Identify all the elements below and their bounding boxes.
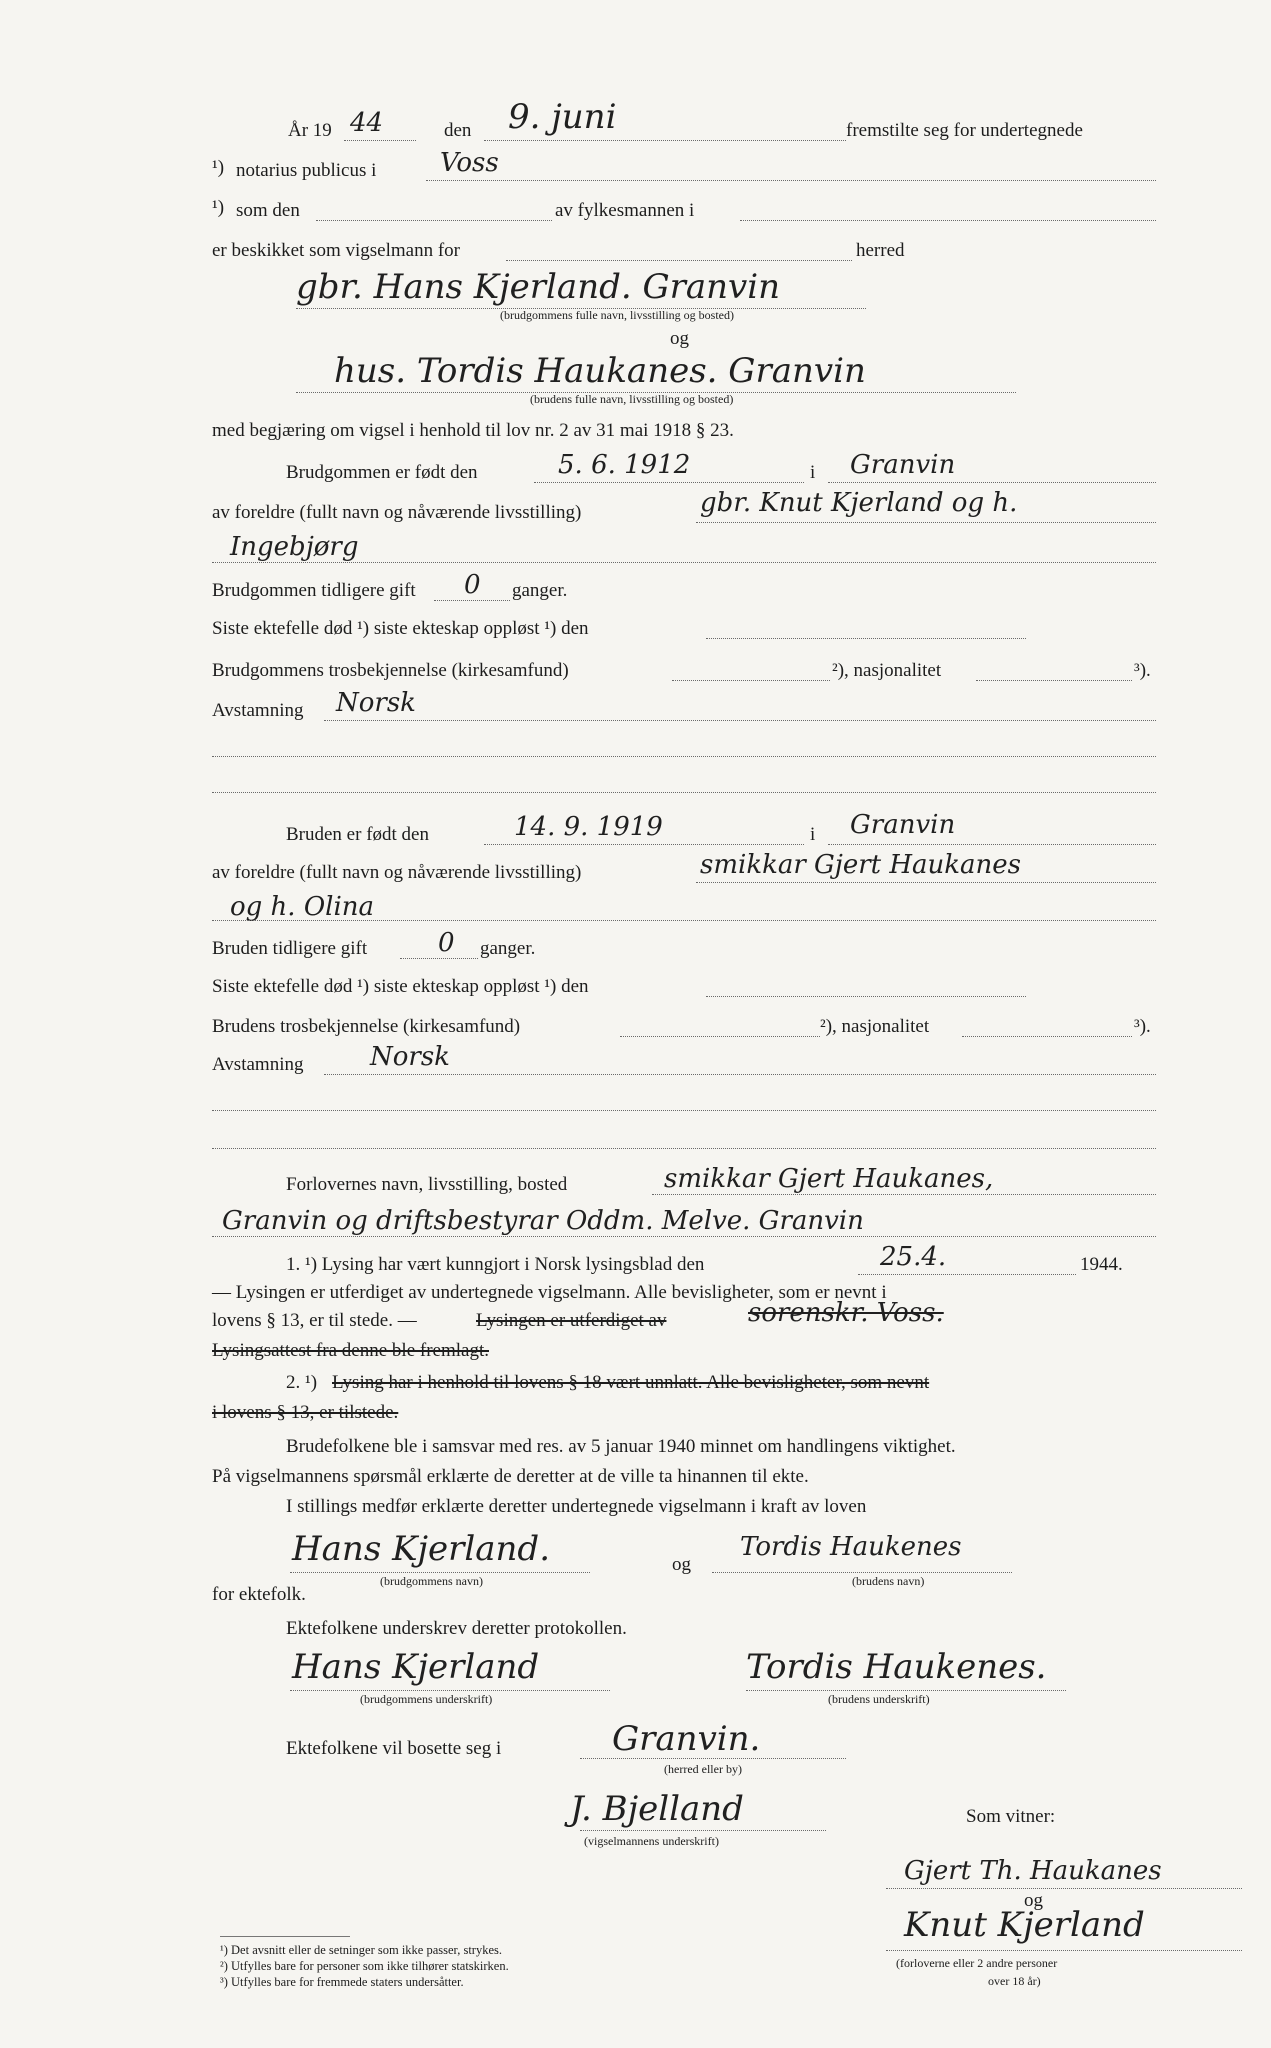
handwritten-bride-born-place: Granvin — [850, 810, 956, 840]
som-den-label: som den — [236, 200, 300, 221]
bride-faith-end: ³). — [1134, 1016, 1151, 1037]
dotted-line — [212, 920, 1156, 921]
groom-caption: (brudgommens fulle navn, livsstilling og bosted) — [500, 308, 734, 322]
banns-line-1: 1. ¹) Lysing har vært kunngjort i Norsk lysingsblad den — [286, 1254, 705, 1275]
dotted-line — [828, 844, 1156, 845]
dotted-line — [484, 140, 846, 141]
og-label: og — [672, 1554, 691, 1575]
groom-born-label: Brudgommen er født den — [286, 462, 478, 483]
banns-line-4-struck: Lysingsattest fra denne ble fremlagt. — [212, 1340, 489, 1361]
groom-spouse-line: Siste ektefelle død ¹) siste ekteskap oppløst ¹) den — [212, 618, 589, 639]
handwritten-witness-signature-2: Knut Kjerland — [904, 1905, 1145, 1945]
handwritten-groom-full: gbr. Hans Kjerland. Granvin — [296, 267, 781, 307]
banns-year: 1944. — [1080, 1254, 1123, 1275]
dotted-line — [506, 260, 852, 261]
handwritten-bride-name: Tordis Haukenes — [740, 1532, 962, 1562]
og-label: og — [670, 328, 689, 349]
groom-born-i: i — [810, 462, 816, 483]
bride-born-i: i — [810, 824, 816, 845]
dotted-line — [324, 720, 1156, 721]
dotted-line — [426, 180, 1156, 181]
handwritten-bride-parents-2: og h. Olina — [230, 892, 375, 922]
handwritten-bride-parents-1: smikkar Gjert Haukanes — [700, 850, 1022, 880]
dotted-line — [620, 1036, 820, 1037]
dotted-line — [484, 844, 804, 845]
banns-line-5a: 2. ¹) — [286, 1372, 318, 1393]
groom-ganger: ganger. — [512, 580, 568, 601]
handwritten-bride-born-date: 14. 9. 1919 — [514, 812, 663, 842]
bride-faith-label: Brudens trosbekjennelse (kirkesamfund) — [212, 1016, 521, 1037]
dotted-line — [212, 562, 1156, 563]
witness-caption-2: over 18 år) — [988, 1974, 1041, 1988]
bride-origin-label: Avstamning — [212, 1054, 304, 1075]
handwritten-year: 44 — [350, 108, 384, 138]
dotted-line — [886, 1888, 1242, 1889]
dotted-line — [672, 680, 830, 681]
handwritten-groom-signature: Hans Kjerland — [292, 1647, 540, 1687]
handwritten-witnesses-1: smikkar Gjert Haukanes, — [664, 1164, 994, 1194]
handwritten-witnesses-2: Granvin og driftsbestyrar Oddm. Melve. Granvin — [222, 1206, 864, 1236]
groom-origin-label: Avstamning — [212, 700, 304, 721]
handwritten-bride-origin: Norsk — [370, 1042, 450, 1072]
dotted-line — [746, 1690, 1066, 1691]
banns-line-9: I stillings medfør erklærte deretter undertegnede vigselmann i kraft av loven — [286, 1496, 867, 1517]
dotted-line — [962, 1036, 1132, 1037]
bride-parents-label: av foreldre (fullt navn og nåværende livsstilling) — [212, 862, 582, 883]
bride-prev-label: Bruden tidligere gift — [212, 938, 368, 959]
footnote-1: ¹) Det avsnitt eller de setninger som ikke passer, strykes. — [220, 1943, 502, 1957]
bride-faith-mark: ²), nasjonalitet — [820, 1016, 930, 1037]
dotted-line — [212, 756, 1156, 757]
bride-caption: (brudens fulle navn, livsstilling og bosted) — [530, 392, 734, 406]
notary-label: notarius publicus i — [236, 160, 377, 181]
dotted-line — [324, 1074, 1156, 1075]
dotted-line — [400, 958, 478, 959]
dotted-line — [652, 1194, 1156, 1195]
den-label: den — [444, 120, 472, 141]
dotted-line — [290, 1572, 590, 1573]
dotted-line — [580, 1830, 826, 1831]
dotted-line — [534, 482, 804, 483]
dotted-line — [886, 1950, 1242, 1951]
bride-born-label: Bruden er født den — [286, 824, 429, 845]
groom-faith-end: ³). — [1134, 660, 1151, 681]
dotted-line — [740, 220, 1156, 221]
dotted-line — [696, 882, 1156, 883]
law-text: med begjæring om vigsel i henhold til lov nr. 2 av 31 mai 1918 § 23. — [212, 420, 734, 441]
witnesses-label: Forlovernes navn, livsstilling, bosted — [286, 1174, 568, 1195]
handwritten-banns-issuer: sorenskr. Voss. — [748, 1298, 944, 1328]
handwritten-settle-place: Granvin. — [612, 1719, 761, 1759]
handwritten-bride-signature: Tordis Haukenes. — [746, 1647, 1047, 1687]
banns-line-6-struck: i lovens § 13, er tilstede. — [212, 1402, 399, 1423]
dotted-line — [434, 600, 510, 601]
dotted-line — [976, 680, 1132, 681]
banns-line-3a: lovens § 13, er til stede. — — [212, 1310, 417, 1331]
handwritten-groom-born-date: 5. 6. 1912 — [558, 450, 691, 480]
header-tail: fremstilte seg for undertegnede — [846, 120, 1083, 141]
footnote-3: ³) Utfylles bare for fremmede staters undersåtter. — [220, 1975, 464, 1989]
beskikket-label: er beskikket som vigselmann for — [212, 240, 461, 261]
handwritten-officiant-signature: J. Bjelland — [570, 1789, 744, 1829]
dotted-line — [212, 792, 1156, 793]
groom-prev-label: Brudgommen tidligere gift — [212, 580, 416, 601]
herred-label: herred — [856, 240, 905, 261]
footnote-2: ²) Utfylles bare for personer som ikke tilhører statskirken. — [220, 1959, 509, 1973]
footnote-mark: ¹) — [212, 157, 225, 178]
dotted-line — [212, 1236, 1156, 1237]
bride-name-caption: (brudens navn) — [852, 1574, 925, 1588]
footnote-mark: ¹) — [212, 197, 225, 218]
handwritten-notary-place: Voss — [440, 148, 499, 178]
fylkesmann-label: av fylkesmannen i — [555, 200, 695, 221]
banns-line-7: Brudefolkene ble i samsvar med res. av 5 januar 1940 minnet om handlingens viktighet. — [286, 1436, 956, 1457]
dotted-line — [290, 1690, 610, 1691]
handwritten-witness-signature-1: Gjert Th. Haukanes — [904, 1856, 1162, 1886]
handwritten-bride-prev: 0 — [438, 928, 455, 958]
groom-sig-caption: (brudgommens underskrift) — [360, 1692, 493, 1706]
handwritten-groom-born-place: Granvin — [850, 450, 956, 480]
handwritten-groom-prev: 0 — [464, 570, 481, 600]
handwritten-groom-origin: Norsk — [336, 688, 416, 718]
handwritten-groom-parents-1: gbr. Knut Kjerland og h. — [700, 488, 1018, 518]
groom-faith-mark: ²), nasjonalitet — [832, 660, 942, 681]
dotted-line — [344, 140, 416, 141]
dotted-line — [706, 996, 1026, 997]
groom-parents-label: av foreldre (fullt navn og nåværende livsstilling) — [212, 502, 582, 523]
settle-label: Ektefolkene vil bosette seg i — [286, 1738, 502, 1759]
ektefolk-label: for ektefolk. — [212, 1584, 306, 1605]
handwritten-groom-name: Hans Kjerland. — [292, 1529, 551, 1569]
bride-ganger: ganger. — [480, 938, 536, 959]
banns-line-2: — Lysingen er utferdiget av undertegnede vigselmann. Alle bevisligheter, som er nevnt i — [212, 1282, 887, 1303]
dotted-line — [316, 220, 552, 221]
dotted-line — [212, 1110, 1156, 1111]
bride-sig-caption: (brudens underskrift) — [828, 1692, 930, 1706]
dotted-line — [212, 1148, 1156, 1149]
footnote-rule — [220, 1936, 350, 1937]
handwritten-banns-date: 25.4. — [880, 1242, 947, 1272]
dotted-line — [828, 482, 1156, 483]
banns-line-3b-struck: Lysingen er utferdiget av — [476, 1310, 667, 1331]
witness-caption-1: (forloverne eller 2 andre personer — [896, 1956, 1058, 1970]
signed-line: Ektefolkene underskrev deretter protokollen. — [286, 1618, 627, 1639]
dotted-line — [858, 1274, 1076, 1275]
settle-caption: (herred eller by) — [664, 1762, 742, 1776]
dotted-line — [712, 1572, 1012, 1573]
officiant-caption: (vigselmannens underskrift) — [584, 1834, 719, 1848]
bride-spouse-line: Siste ektefelle død ¹) siste ekteskap oppløst ¹) den — [212, 976, 589, 997]
handwritten-groom-parents-2: Ingebjørg — [230, 532, 359, 562]
groom-faith-label: Brudgommens trosbekjennelse (kirkesamfund) — [212, 660, 569, 681]
witness-og: og — [1024, 1890, 1043, 1911]
witness-block-title: Som vitner: — [966, 1806, 1056, 1827]
handwritten-bride-full: hus. Tordis Haukanes. Granvin — [334, 351, 866, 391]
groom-name-caption: (brudgommens navn) — [380, 1574, 483, 1588]
dotted-line — [696, 522, 1156, 523]
banns-line-8: På vigselmannens spørsmål erklærte de deretter at de ville ta hinannen til ekte. — [212, 1466, 809, 1487]
banns-line-5b-struck: Lysing har i henhold til lovens § 18 vært unnlatt. Alle bevisligheter, som nevnt — [332, 1372, 930, 1393]
handwritten-date: 9. juni — [508, 97, 617, 137]
year-prefix: År 19 — [288, 120, 332, 141]
dotted-line — [706, 638, 1026, 639]
